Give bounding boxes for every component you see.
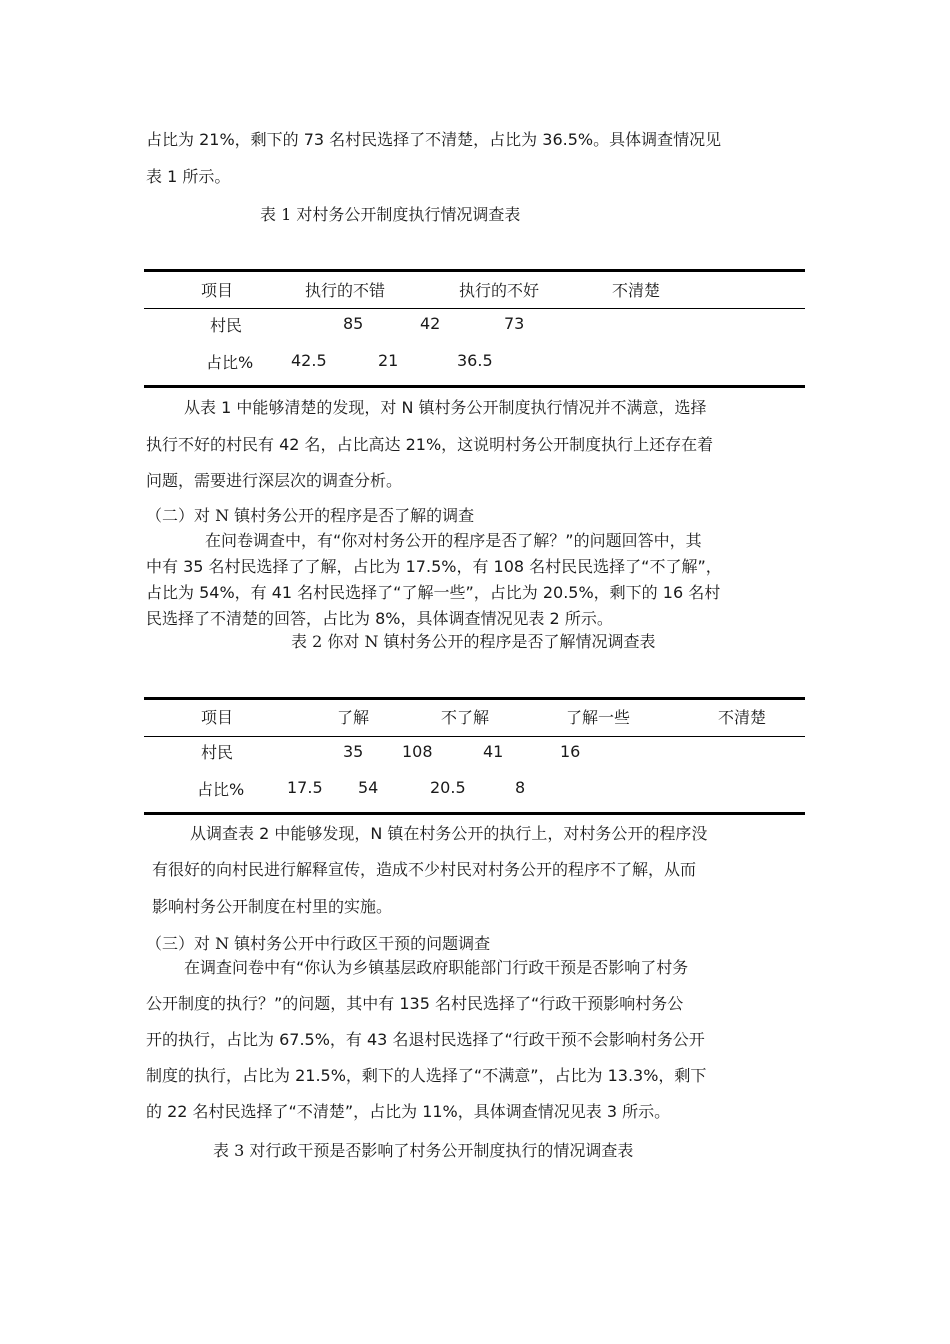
table-top-rule [144, 697, 805, 700]
table-row-label: 村民 [201, 743, 234, 762]
table-caption: 表 2 你对 N 镇村务公开的程序是否了解情况调查表 [291, 632, 656, 651]
paragraph-line: 制度的执行，占比为 21.5%，剩下的人选择了“不满意”，占比为 13.3%，剩下 [146, 1066, 707, 1085]
table-header-cell: 了解一些 [566, 708, 631, 727]
table-cell: 20.5 [430, 778, 466, 797]
paragraph-line: 有很好的向村民进行解释宣传，造成不少村民对村务公开的程序不了解，从而 [152, 860, 697, 879]
table-cell: 54 [358, 778, 379, 797]
table-cell: 73 [504, 314, 525, 333]
table-header-cell: 不清楚 [718, 708, 767, 727]
table-cell: 108 [402, 742, 433, 761]
table-cell: 8 [515, 778, 526, 797]
paragraph-line: 在调查问卷中有“你认为乡镇基层政府职能部门行政干预是否影响了村务 [184, 958, 689, 977]
table-header-cell: 执行的不错 [305, 281, 386, 300]
table-header-cell: 项目 [201, 708, 234, 727]
paragraph-line: 表 1 所示。 [146, 167, 231, 186]
table-cell: 35 [343, 742, 364, 761]
table-header-cell: 不了解 [441, 708, 490, 727]
paragraph-line: 占比为 54%，有 41 名村民选择了“了解一些”，占比为 20.5%，剩下的 16 名村 [146, 583, 721, 602]
paragraph-line: 开的执行，占比为 67.5%，有 43 名退村民选择了“行政干预不会影响村务公开 [146, 1030, 705, 1049]
table-header-rule [144, 736, 805, 737]
paragraph-line: 中有 35 名村民选择了了解，占比为 17.5%，有 108 名村民民选择了“不了解”， [146, 557, 722, 576]
table-cell: 42 [420, 314, 441, 333]
table-top-rule [144, 269, 805, 272]
table-bottom-rule [144, 812, 805, 815]
table-caption: 表 3 对行政干预是否影响了村务公开制度执行的情况调查表 [213, 1141, 634, 1160]
paragraph-line: 民选择了不清楚的回答，占比为 8%，具体调查情况见表 2 所示。 [146, 609, 613, 628]
table-header-cell: 项目 [201, 281, 234, 300]
table-header-cell: 执行的不好 [459, 281, 540, 300]
paragraph-line: 影响村务公开制度在村里的实施。 [152, 897, 393, 916]
table-cell: 41 [483, 742, 504, 761]
paragraph-line: 执行不好的村民有 42 名，占比高达 21%，这说明村务公开制度执行上还存在着 [146, 435, 714, 454]
paragraph-line: 从表 1 中能够清楚的发现，对 N 镇村务公开制度执行情况并不满意，选择 [184, 398, 707, 417]
table-header-cell: 了解 [337, 708, 370, 727]
table-header-rule [144, 308, 805, 309]
paragraph-line: 公开制度的执行？”的问题，其中有 135 名村民选择了“行政干预影响村务公 [146, 994, 684, 1013]
table-bottom-rule [144, 385, 805, 388]
table-caption: 表 1 对村务公开制度执行情况调查表 [260, 205, 521, 224]
table-cell: 16 [560, 742, 581, 761]
table-cell: 42.5 [291, 351, 327, 370]
table-cell: 36.5 [457, 351, 493, 370]
paragraph-line: 在问卷调查中，有“你对村务公开的程序是否了解？”的问题回答中，其 [205, 531, 702, 550]
table-header-cell: 不清楚 [612, 281, 661, 300]
table-cell: 21 [378, 351, 399, 370]
paragraph-line: 的 22 名村民选择了“不清楚”，占比为 11%，具体调查情况见表 3 所示。 [146, 1102, 671, 1121]
table-row-label: 占比% [206, 353, 254, 372]
table-row-label: 村民 [210, 316, 243, 335]
paragraph-line: 从调查表 2 中能够发现，N 镇在村务公开的执行上，对村务公开的程序没 [190, 824, 708, 843]
section-heading: （二）对 N 镇村务公开的程序是否了解的调查 [146, 506, 475, 525]
section-heading: （三）对 N 镇村务公开中行政区干预的问题调查 [146, 934, 491, 953]
paragraph-line: 问题，需要进行深层次的调查分析。 [146, 471, 403, 490]
table-cell: 17.5 [287, 778, 323, 797]
table-cell: 85 [343, 314, 364, 333]
table-row-label: 占比% [197, 780, 245, 799]
paragraph-line: 占比为 21%，剩下的 73 名村民选择了不清楚，占比为 36.5%。具体调查情况见 [146, 130, 722, 149]
